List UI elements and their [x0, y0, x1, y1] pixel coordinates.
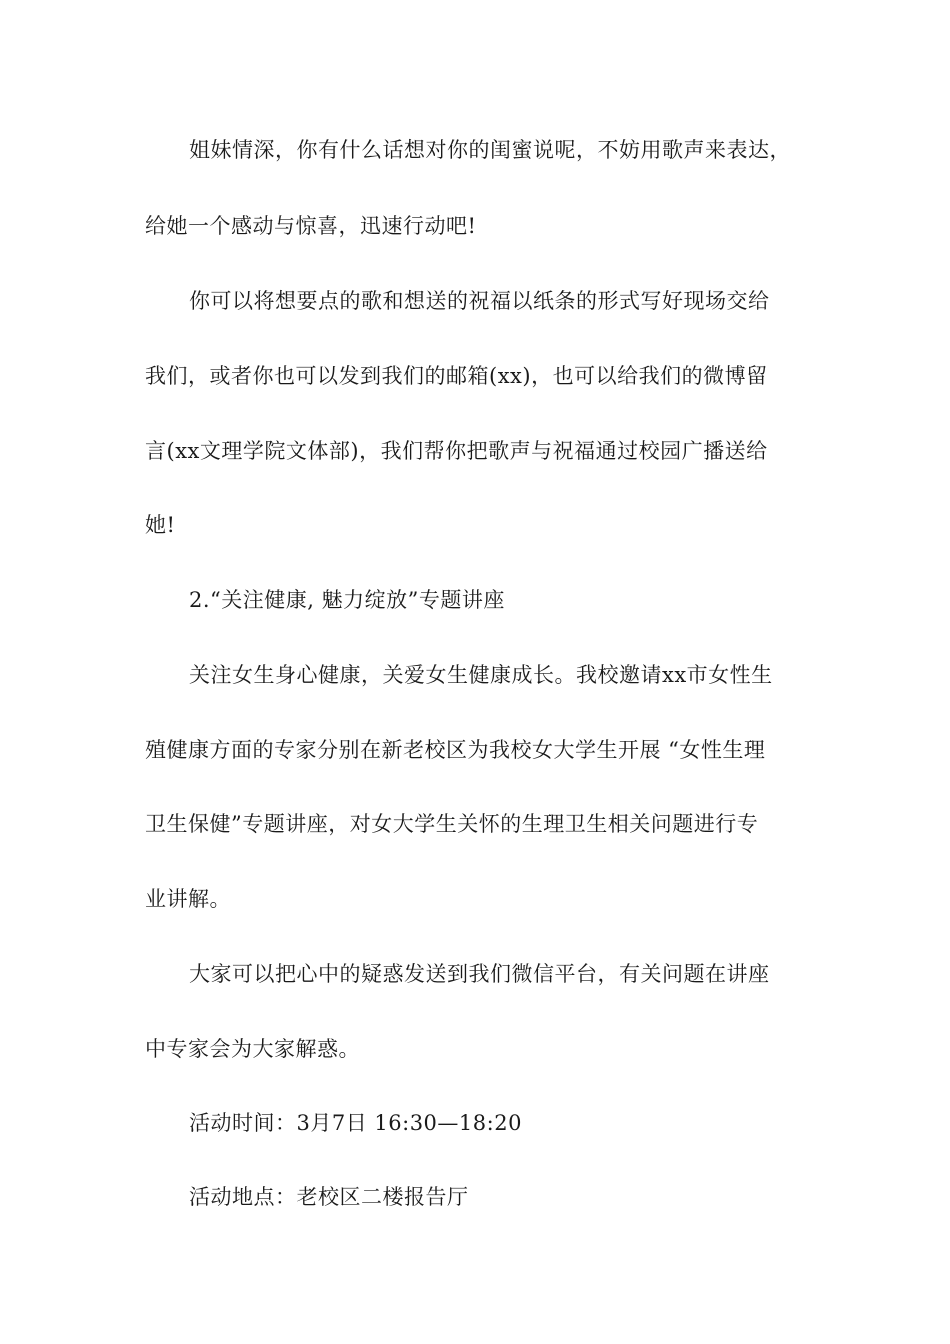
activity-time: 活动时间：3月7日 16:30—18:20	[189, 1111, 522, 1135]
paragraph-line: 我们，或者你也可以发到我们的邮箱(xx)，也可以给我们的微博留	[145, 364, 768, 388]
paragraph-line: 言(xx文理学院文体部)，我们帮你把歌声与祝福通过校园广播送给	[145, 439, 768, 463]
paragraph-line: 姐妹情深，你有什么话想对你的闺蜜说呢，不妨用歌声来表达，	[189, 138, 791, 162]
paragraph-line: 关注女生身心健康，关爱女生健康成长。我校邀请xx市女性生	[189, 663, 773, 687]
paragraph-line: 中专家会为大家解惑。	[145, 1037, 360, 1061]
paragraph-line: 给她一个感动与惊喜，迅速行动吧!	[145, 214, 477, 238]
paragraph-line: 她!	[145, 513, 176, 537]
paragraph-line: 殖健康方面的专家分别在新老校区为我校女大学生开展 “女性生理	[145, 738, 766, 762]
activity-location: 活动地点：老校区二楼报告厅	[189, 1185, 469, 1209]
section-heading: 2.“关注健康, 魅力绽放”专题讲座	[189, 588, 505, 612]
paragraph-line: 业讲解。	[145, 887, 231, 911]
paragraph-line: 卫生保健”专题讲座，对女大学生关怀的生理卫生相关问题进行专	[145, 812, 759, 836]
paragraph-line: 大家可以把心中的疑惑发送到我们微信平台，有关问题在讲座	[189, 962, 770, 986]
paragraph-line: 你可以将想要点的歌和想送的祝福以纸条的形式写好现场交给	[189, 289, 770, 313]
